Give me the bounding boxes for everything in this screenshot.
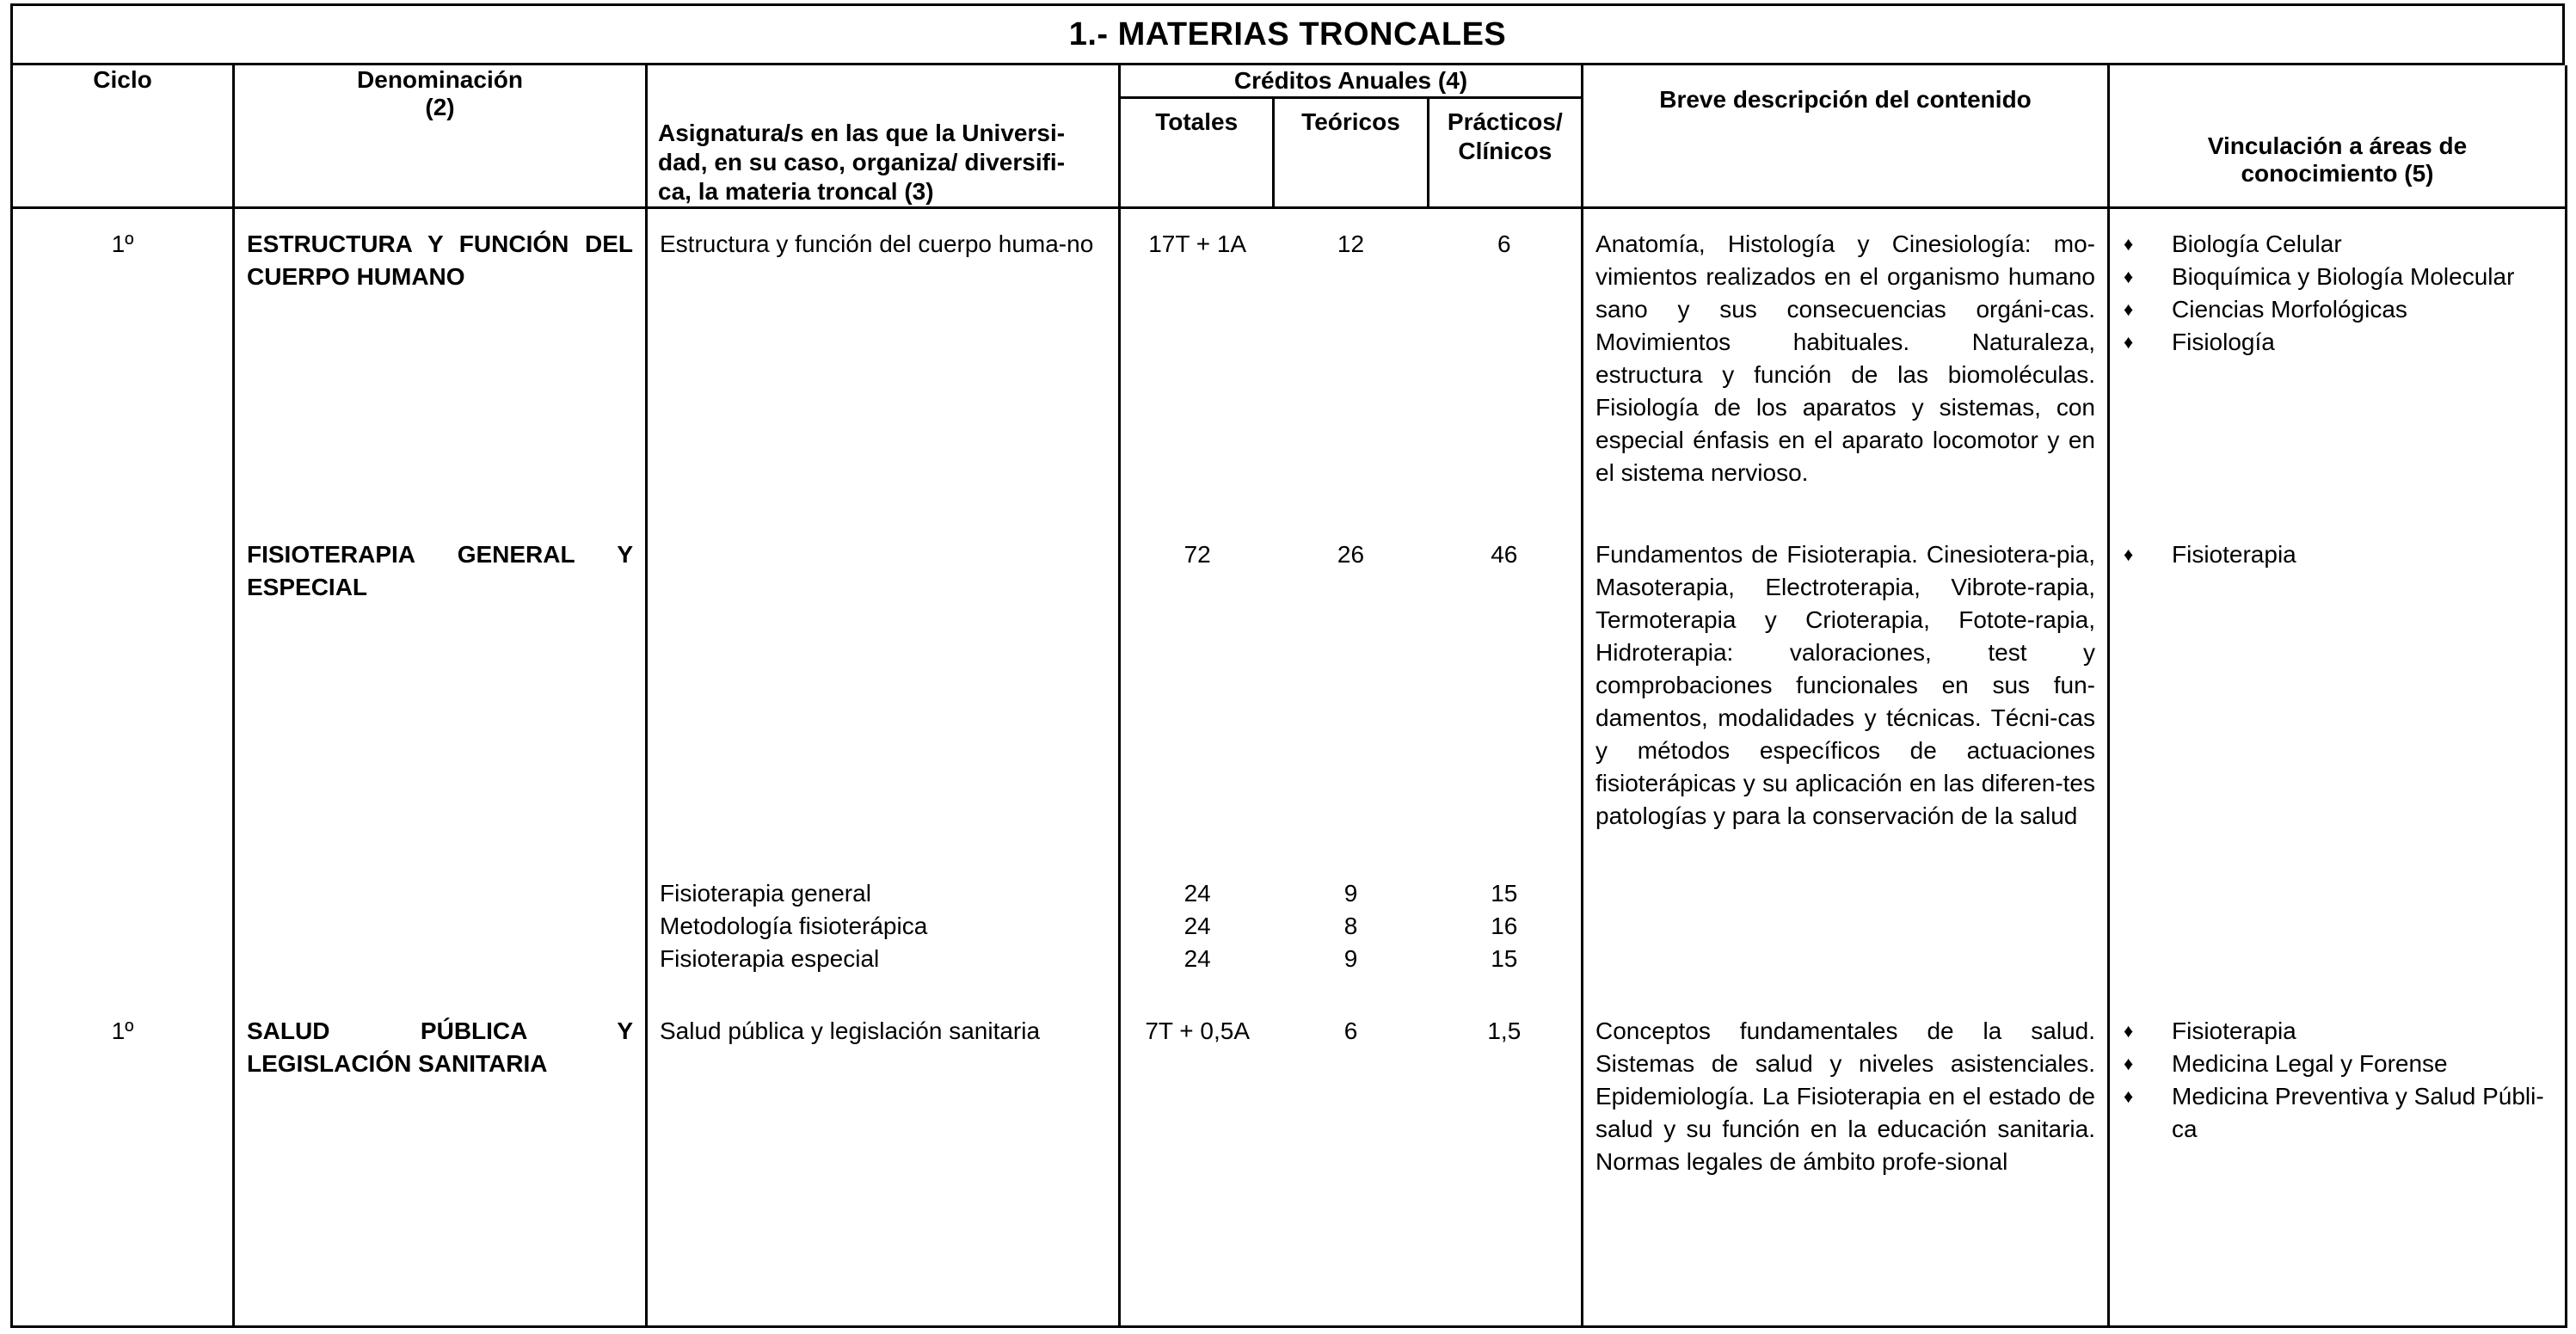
cell-areas: [2109, 877, 2567, 1006]
credit-value: 24: [1183, 944, 1211, 972]
page-title: 1.- MATERIAS TRONCALES: [10, 3, 2565, 65]
header-creditos: [1120, 65, 1583, 208]
credit-value: 24: [1183, 879, 1211, 907]
areas-list: [2122, 1015, 2553, 1146]
materias-table: [10, 65, 2567, 1328]
header-teoricos: Teóricos: [1272, 99, 1426, 206]
cell-areas: [2109, 1006, 2567, 1327]
list-item: ♦ Fisiología: [2122, 326, 2553, 359]
cell-areas: [2109, 208, 2567, 519]
areas-list: [2122, 538, 2553, 571]
header-practicos-line: Clínicos: [1458, 138, 1552, 164]
subject-item: Metodología fisioterápica: [660, 912, 928, 939]
header-creditos-columns: [1121, 99, 1581, 206]
header-creditos-label: Créditos Anuales (4): [1121, 65, 1581, 99]
header-asignaturas: [647, 65, 1120, 208]
cell-areas: [2109, 519, 2567, 877]
header-denominacion-line: Denominación: [357, 66, 523, 93]
header-row: [12, 65, 2567, 208]
cell-practicos: 46: [1491, 540, 1518, 568]
table-row: [12, 1006, 2567, 1327]
cell-asignatura: Salud pública y legislación sanitaria: [647, 1006, 1120, 1327]
header-vinculacion-line: conocimiento (5): [2241, 160, 2434, 187]
cell-denominacion: SALUD PÚBLICA Y LEGISLACIÓN SANITARIA: [234, 1006, 647, 1327]
credit-value: 15: [1491, 879, 1518, 907]
table-row: [12, 877, 2567, 1006]
cell-ciclo: 1º: [12, 1006, 234, 1327]
cell-denominacion: FISIOTERAPIA GENERAL Y ESPECIAL: [234, 519, 647, 877]
cell-denominacion: ESTRUCTURA Y FUNCIÓN DEL CUERPO HUMANO: [234, 208, 647, 519]
credit-value: 24: [1183, 912, 1211, 939]
cell-asignatura: [647, 519, 1120, 877]
cell-asignatura: Estructura y función del cuerpo huma-no: [647, 208, 1120, 519]
cell-practicos: 1,5: [1487, 1017, 1522, 1044]
cell-teoricos: [1274, 877, 1427, 975]
list-item: ♦ Medicina Preventiva y Salud Públi-ca: [2122, 1080, 2553, 1146]
header-asignaturas-line: Asignatura/s en las que la Universi-: [658, 120, 1066, 146]
cell-practicos: [1428, 877, 1581, 975]
subject-item: Fisioterapia especial: [660, 944, 880, 972]
cell-subjects: [647, 877, 1120, 1006]
cell-descripcion: Conceptos fundamentales de la salud. Sistemas de salud y niveles asistenciales. Epidemiología. La Fisioterapia en el estado de salud y su función en la educación sanitaria. Normas legales de ámbito profe-sional: [1583, 1006, 2109, 1327]
cell-descripcion: Anatomía, Histología y Cinesiología: mo-vimientos realizados en el organismo humano sano y sus consecuencias orgáni-cas. Movimientos habituales. Naturaleza, estructura y función de las biomoléculas. Fisiología de los aparatos y sistemas, con especial énfasis en el aparato locomotor y en el sistema nervioso.: [1583, 208, 2109, 519]
cell-practicos: 6: [1497, 231, 1511, 257]
document-page: [10, 3, 2565, 1328]
header-ciclo: Ciclo: [12, 65, 234, 208]
header-denominacion: [234, 65, 647, 208]
cell-totales: 17T + 1A: [1148, 231, 1247, 257]
table-row: [12, 519, 2567, 877]
credit-value: 15: [1491, 944, 1518, 972]
header-vinculacion-line: Vinculación a áreas de: [2207, 132, 2468, 159]
cell-creditos: [1120, 208, 1583, 519]
list-item: ♦ Ciencias Morfológicas: [2122, 293, 2553, 326]
list-item: ♦ Medicina Legal y Forense: [2122, 1048, 2553, 1080]
cell-teoricos: 12: [1337, 231, 1365, 257]
header-descripcion: Breve descripción del contenido: [1583, 65, 2109, 208]
cell-creditos: [1120, 877, 1583, 1006]
cell-denominacion: [234, 877, 647, 1006]
list-item: ♦ Fisioterapia: [2122, 538, 2553, 571]
header-practicos-line: Prácticos/: [1447, 108, 1563, 135]
cell-teoricos: 6: [1343, 1017, 1358, 1044]
header-practicos: [1427, 99, 1581, 206]
header-totales: Totales: [1155, 108, 1239, 135]
list-item: ♦ Biología Celular: [2122, 228, 2553, 261]
header-denominacion-note: (2): [425, 94, 455, 120]
list-item: ♦ Bioquímica y Biología Molecular: [2122, 261, 2553, 293]
list-item: ♦ Fisioterapia: [2122, 1015, 2553, 1048]
credit-value: 8: [1343, 912, 1358, 939]
subject-item: Fisioterapia general: [660, 879, 871, 907]
cell-totales: 72: [1183, 540, 1211, 568]
table-row: [12, 208, 2567, 519]
header-asignaturas-line: dad, en su caso, organiza/ diversifi-: [658, 149, 1066, 175]
cell-totales: 7T + 0,5A: [1145, 1017, 1250, 1044]
cell-creditos: [1120, 519, 1583, 877]
credit-value: 9: [1343, 879, 1358, 907]
header-asignaturas-line: ca, la materia troncal (3): [658, 178, 934, 205]
cell-ciclo: 1º: [12, 208, 234, 519]
cell-descripcion: [1583, 877, 2109, 1006]
cell-teoricos: 26: [1337, 540, 1365, 568]
header-vinculacion: [2109, 65, 2567, 208]
cell-ciclo: [12, 877, 234, 1006]
areas-list: [2122, 228, 2553, 359]
cell-totales: [1121, 877, 1274, 975]
header-asignaturas-text: [658, 81, 1110, 206]
credit-value: 16: [1491, 912, 1518, 939]
credit-value: 9: [1343, 944, 1358, 972]
cell-creditos: [1120, 1006, 1583, 1327]
cell-ciclo: [12, 519, 234, 877]
cell-descripcion: Fundamentos de Fisioterapia. Cinesiotera-pia, Masoterapia, Electroterapia, Vibrote-rapia, Termoterapia y Crioterapia, Fotote-rapia, Hidroterapia: valoraciones, test y comprobaciones funcionales en sus fun-damentos, modalidades y técnicas. Técni-cas y métodos específicos de actuaciones fisioterápicas y su aplicación en las diferen-tes patologías y para la conservación de la salud: [1583, 519, 2109, 877]
